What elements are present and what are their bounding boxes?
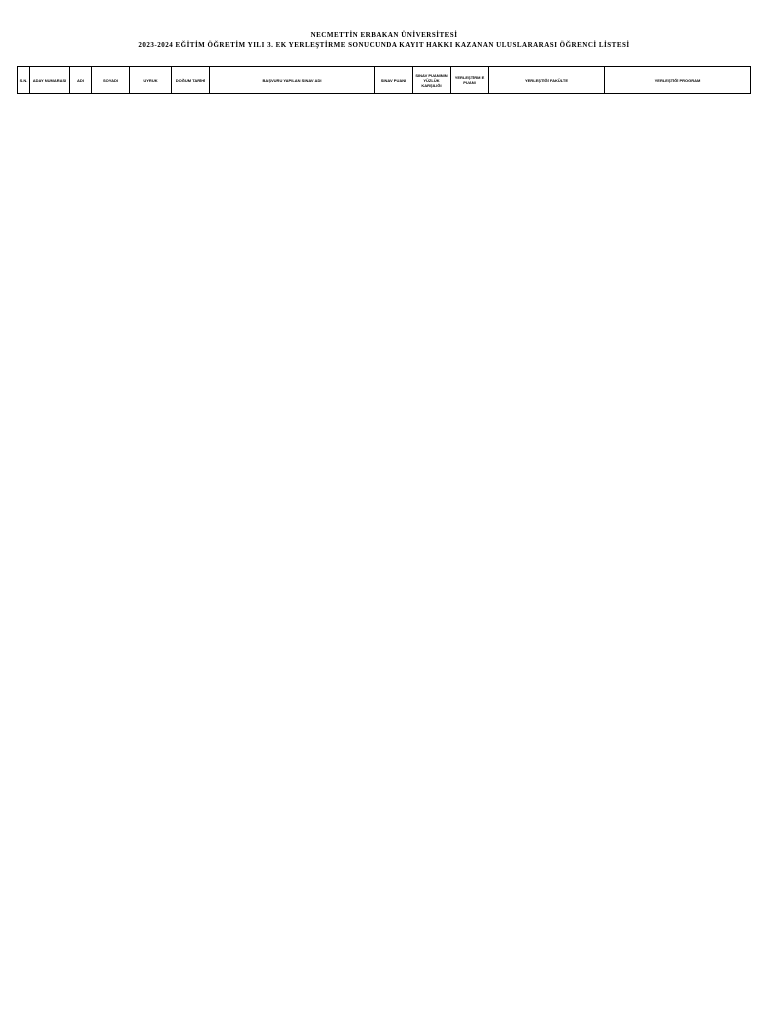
column-header-nationality: UYRUK — [130, 67, 172, 94]
column-header-exam-score: SINAV PUANI — [375, 67, 413, 94]
column-header-placement-score: YERLEŞTİRM E PUANI — [451, 67, 489, 94]
student-list-table — [17, 66, 751, 94]
document-header — [0, 0, 768, 50]
column-header-faculty: YERLEŞTİĞİ FAKÜLTE — [489, 67, 605, 94]
list-title: 2023-2024 EĞİTİM ÖĞRETİM YILI 3. EK YERLEŞTİRME SONUCUNDA KAYIT HAKKI KAZANAN ULUSLARARASI ÖĞRENCİ LİSTESİ — [138, 41, 630, 49]
column-header-sn: S.N. — [18, 67, 30, 94]
table-header-row — [18, 67, 751, 94]
column-header-birth-date: DOĞUM TARİHİ — [172, 67, 210, 94]
column-header-first-name: ADI — [70, 67, 92, 94]
column-header-program: YERLEŞTİĞİ PROGRAM — [605, 67, 751, 94]
column-header-surname: SOYADI — [92, 67, 130, 94]
column-header-applicant-number: ADAY NUMARASI — [30, 67, 70, 94]
university-title: NECMETTİN ERBAKAN ÜNİVERSİTESİ — [310, 31, 458, 39]
column-header-exam-name: BAŞVURU YAPILAN SINAV ADI — [210, 67, 375, 94]
column-header-percent-score: SINAV PUANININ YÜZLÜK KARŞILIĞI — [413, 67, 451, 94]
